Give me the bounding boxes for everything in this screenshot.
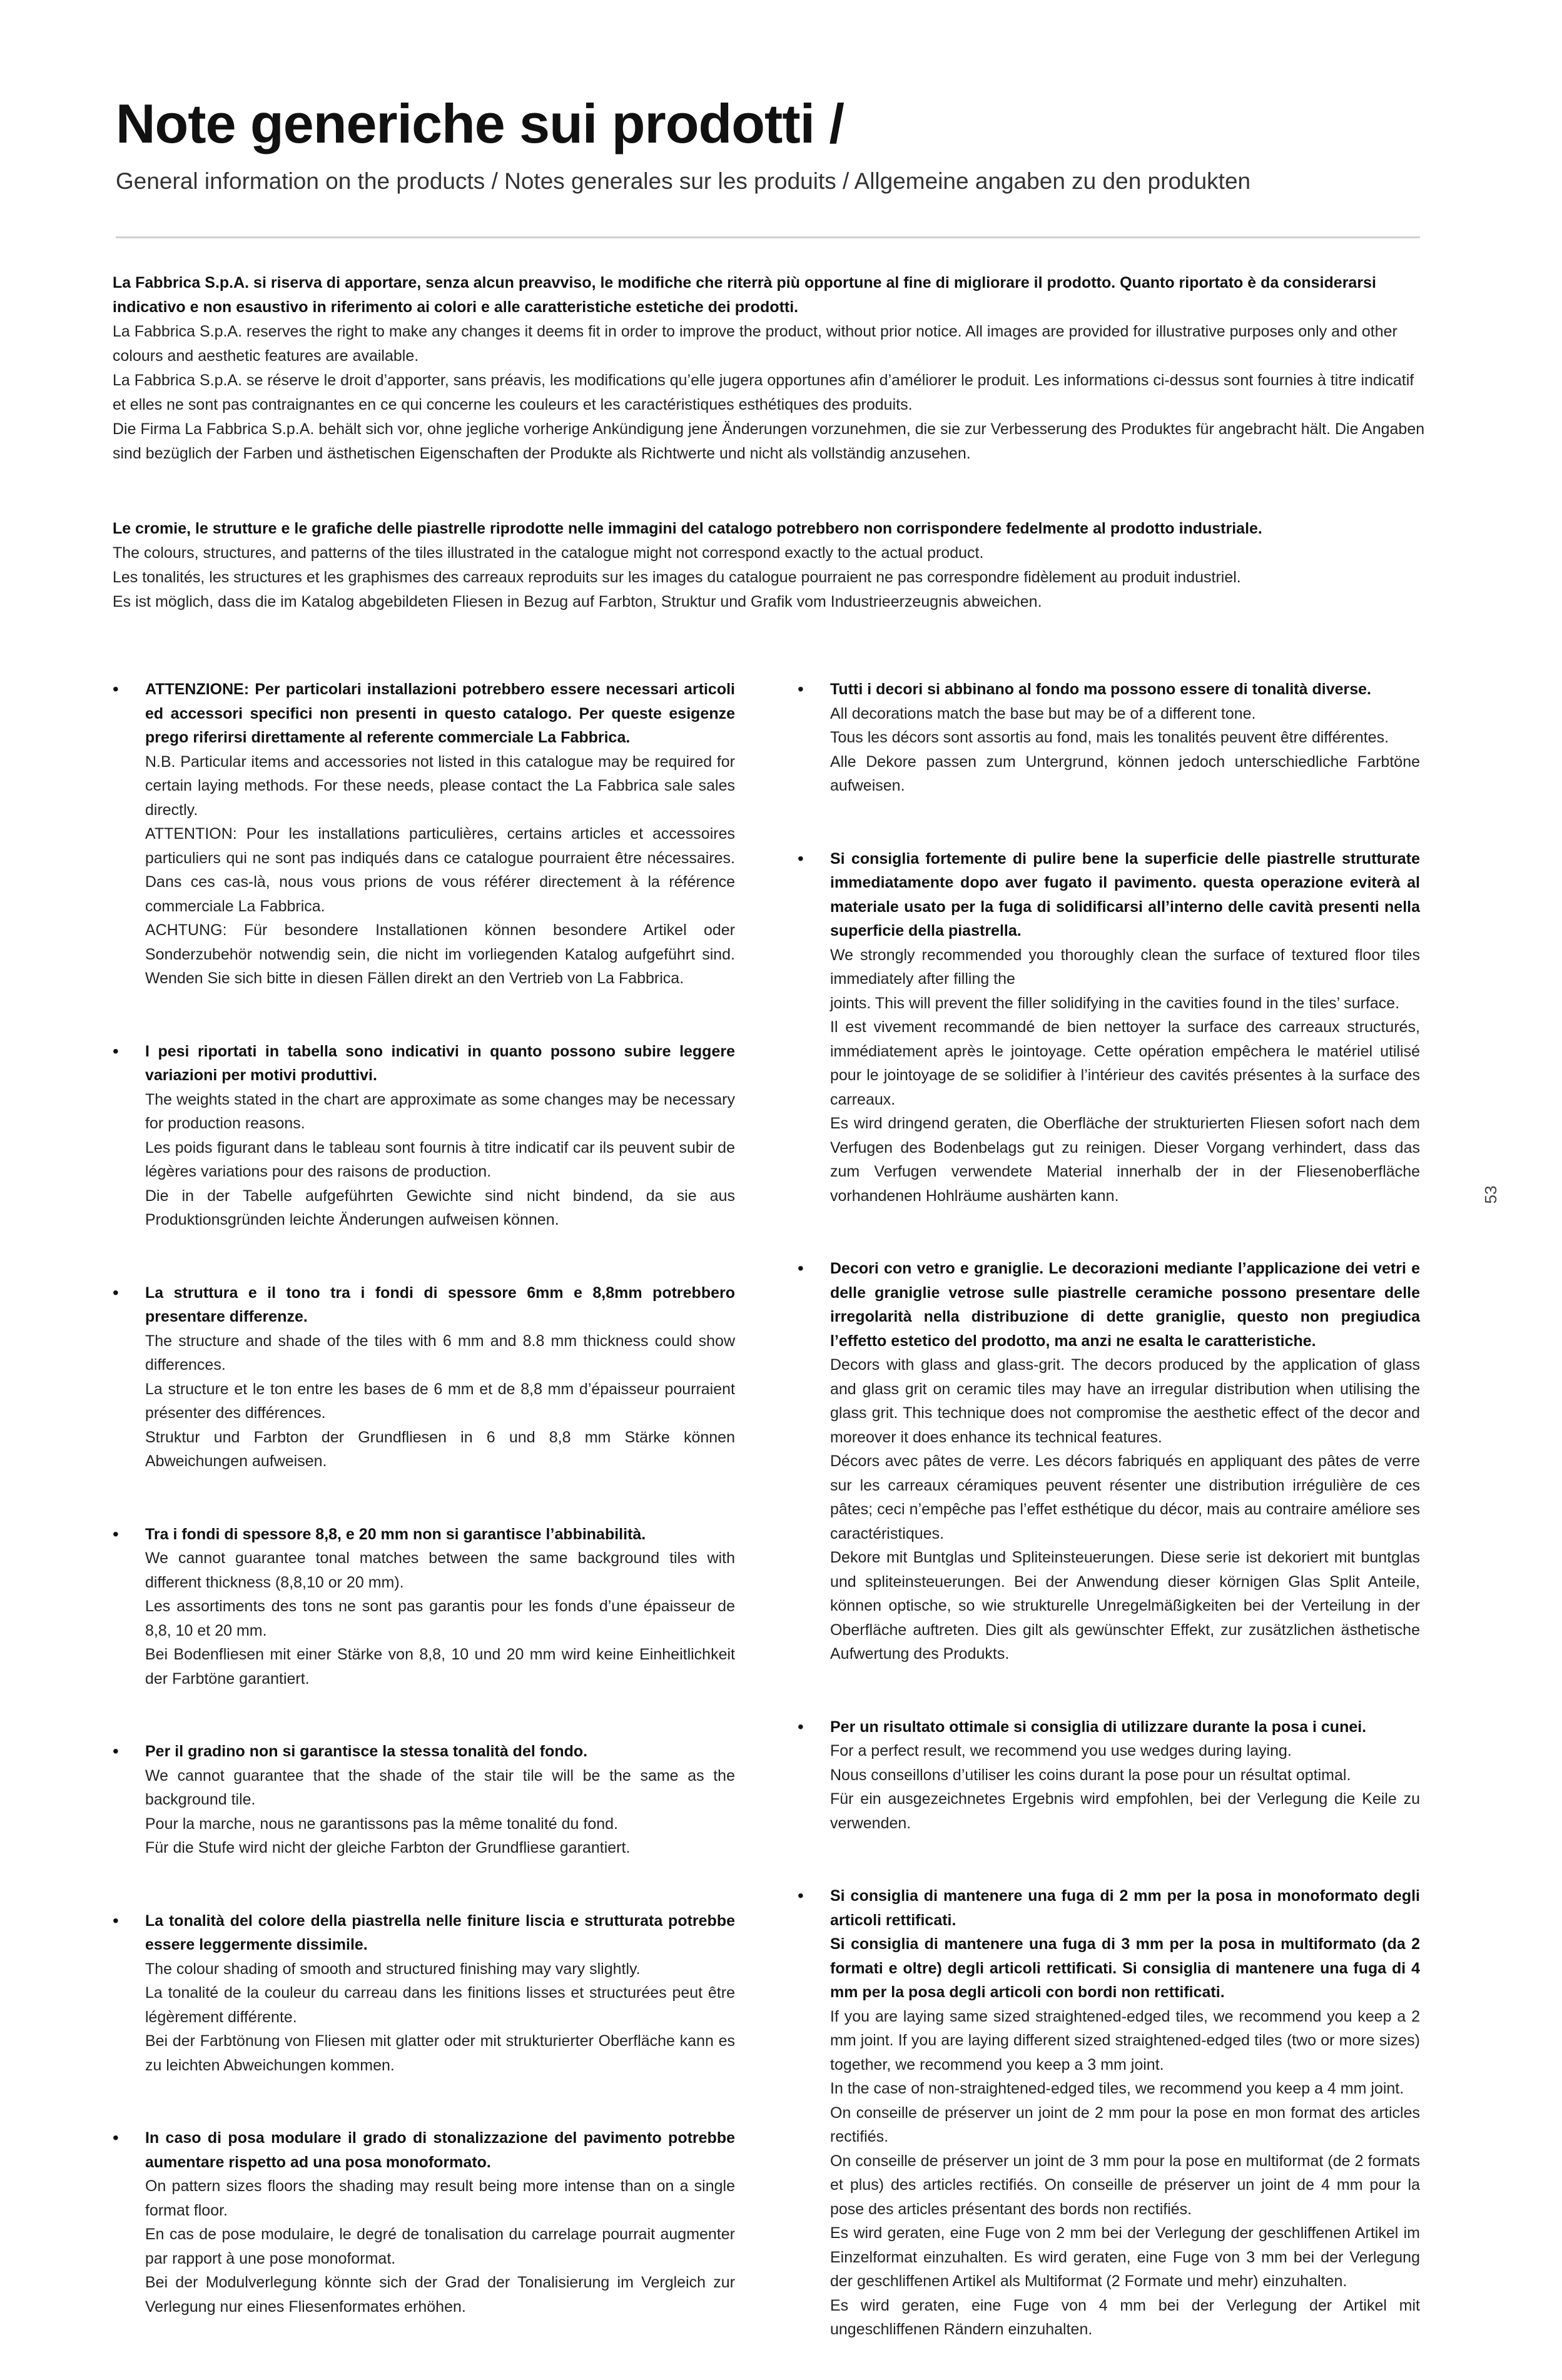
note-item [798, 1715, 1420, 1836]
note-text: Nous conseillons d’utiliser les coins durant la pose pour un résultat optimal. [830, 1766, 1351, 1784]
note-text: Pour la marche, nous ne garantissons pas la même tonalité du fond. [145, 1815, 618, 1833]
note-text: Bei der Modulverlegung könnte sich der Grad der Tonalisierung im Vergleich zur Verlegung nur eines Fliesenformates erhöhen. [145, 2274, 735, 2316]
note-text: The structure and shade of the tiles with 6 mm and 8.8 mm thickness could show differences. [145, 1332, 735, 1374]
note-text: For a perfect result, we recommend you use wedges during laying. [830, 1742, 1292, 1760]
note-item [113, 1281, 735, 1474]
bullet-icon: • [113, 1910, 119, 1930]
colours-de: Es ist möglich, dass die im Katalog abgebildeten Fliesen in Bezug auf Farbton, Struktur und Grafik vom Industrieerzeugnis abweichen. [113, 593, 1042, 610]
note-text: En cas de pose modulaire, le degré de tonalisation du carrelage pourrait augmenter par rapport à une pose monoformat. [145, 2226, 735, 2267]
note-text: La structure et le ton entre les bases de 6 mm et de 8,8 mm d’épaisseur pourraient présenter des différences. [145, 1380, 735, 1422]
note-text: Bei der Farbtönung von Fliesen mit glatter oder mit strukturierter Oberfläche kann es zu leichten Abweichungen kommen. [145, 2032, 735, 2074]
right-column [798, 677, 1420, 2342]
colours-it: Le cromie, le strutture e le grafiche delle piastrelle riprodotte nelle immagini del catalogo potrebbero non corrispondere fedelmente al prodotto industriale. [113, 520, 1262, 537]
note-text: We cannot guarantee that the shade of the stair tile will be the same as the background tile. [145, 1766, 735, 1808]
bullet-icon: • [798, 1258, 804, 1278]
note-item [798, 847, 1420, 1208]
note-text: The colour shading of smooth and structured finishing may vary slightly. [145, 1960, 641, 1978]
note-item [113, 1909, 735, 2078]
note-text: On conseille de préserver un joint de 3 mm pour la pose en multiformat (de 2 formats et plus) des articles rectifiés. On conseille de préserver un joint de 4 mm pour la pose des articles présentant des bords non rectifiés. [830, 2152, 1420, 2218]
note-text: Decors with glass and glass-grit. The decors produced by the application of glass and glass grit on ceramic tiles may have an irregular distribution when utilising the glass grit. This technique does not compromise the aesthetic effect of the decor and moreover it does enhance its technical features. [830, 1356, 1420, 1446]
note-heading: Per un risultato ottimale si consiglia di utilizzare durante la posa i cunei. [830, 1718, 1367, 1736]
note-heading: Si consiglia di mantenere una fuga di 2 mm per la posa in monoformato degli articoli rettificati. [830, 1887, 1420, 1929]
note-text: On pattern sizes floors the shading may result being more intense than on a single format floor. [145, 2177, 735, 2219]
note-item [113, 1739, 735, 1860]
note-text: Es wird geraten, eine Fuge von 2 mm bei der Verlegung der geschliffenen Artikel im Einzelformat einzuhalten. Es wird geraten, eine Fuge von 3 mm bei der Verlegung der geschliffenen Artikel als Multiformat (2 Formate und mehr) einzuhalten. [830, 2224, 1420, 2290]
note-text: ATTENTION: Pour les installations particulières, certains articles et accessoires particuliers qui ne sont pas indiqués dans ce catalogue pourraient être nécessaires. Dans ces cas-là, nous vous prions de vous référer directement à la référence commerciale La Fabbrica. [145, 825, 735, 915]
page-number: 53 [1481, 1185, 1500, 1204]
note-item [798, 1884, 1420, 2342]
note-heading-secondary: Si consiglia di mantenere una fuga di 3 mm per la posa in multiformato (da 2 formati e oltre) degli articoli rettificati. Si consiglia di mantenere una fuga di 4 mm per la posa degli articoli con bordi non rettificati. [830, 1935, 1420, 2001]
intro-disclaimer [113, 271, 1426, 466]
note-text: On conseille de préserver un joint de 2 mm pour la pose en mon format des articles rectifiés. [830, 2104, 1420, 2145]
intro-colours [113, 517, 1426, 614]
intro-it: La Fabbrica S.p.A. si riserva di apportare, senza alcun preavviso, le modifiche che riterrà più opportune al fine di migliorare il prodotto. Quanto riportato è da considerarsi indicativo e non esaustivo in riferimento ai colori e alle caratteristiche estetiche dei prodotti. [113, 274, 1376, 316]
intro-en: La Fabbrica S.p.A. reserves the right to make any changes it deems fit in order to improve the product, without prior notice. All images are provided for illustrative purposes only and other colours and aesthetic features are available. [113, 323, 1397, 365]
note-item [113, 1522, 735, 1691]
note-text: joints. This will prevent the filler solidifying in the cavities found in the tiles’ surface. [830, 994, 1400, 1012]
note-item [113, 1040, 735, 1232]
note-heading: Per il gradino non si garantisce la stessa tonalità del fondo. [145, 1743, 588, 1760]
note-heading: La struttura e il tono tra i fondi di spessore 6mm e 8,8mm potrebbero presentare differenze. [145, 1284, 735, 1325]
note-text: Es wird geraten, eine Fuge von 4 mm bei der Verlegung der Artikel mit ungeschliffenen Rändern einzuhalten. [830, 2296, 1420, 2338]
note-text: Les assortiments des tons ne sont pas garantis pour les fonds d’une épaisseur de 8,8, 10 et 20 mm. [145, 1598, 735, 1639]
note-heading: I pesi riportati in tabella sono indicativi in quanto possono subire leggere variazioni per motivi produttivi. [145, 1042, 735, 1084]
note-text: ACHTUNG: Für besondere Installationen können besondere Artikel oder Sonderzubehör notwendig sein, die nicht im vorliegenden Katalog aufgeführt sind. Wenden Sie sich bitte in diesen Fällen direkt an den Vertrieb von La Fabbrica. [145, 921, 735, 987]
bullet-icon: • [798, 848, 804, 868]
bullet-icon: • [798, 1716, 804, 1736]
bullet-icon: • [113, 1741, 119, 1761]
left-column [113, 677, 735, 2319]
note-heading: In caso di posa modulare il grado di stonalizzazione del pavimento potrebbe aumentare rispetto ad una posa monoformato. [145, 2129, 735, 2171]
note-item [798, 1257, 1420, 1666]
note-text: Struktur und Farbton der Grundfliesen in 6 und 8,8 mm Stärke können Abweichungen aufweisen. [145, 1428, 735, 1470]
note-text: All decorations match the base but may be of a different tone. [830, 704, 1256, 722]
intro-de: Die Firma La Fabbrica S.p.A. behält sich vor, ohne jegliche vorherige Ankündigung jene Änderungen vorzunehmen, die sie zur Verbesserung des Produktes für angebracht hält. Die Angaben sind bezüglich der Farben und ästhetischen Eigenschaften der Produkte als Richtwerte und nicht als vollständig anzusehen. [113, 420, 1425, 462]
note-text: In the case of non-straightened-edged tiles, we recommend you keep a 4 mm joint. [830, 2080, 1404, 2097]
page-title: Note generiche sui prodotti / [116, 93, 844, 154]
note-text: Für ein ausgezeichnetes Ergebnis wird empfohlen, bei der Verlegung die Keile zu verwenden. [830, 1790, 1420, 1832]
header-divider [116, 236, 1420, 238]
note-text: We cannot guarantee tonal matches between the same background tiles with different thickness (8,8,10 or 20 mm). [145, 1549, 735, 1591]
note-text: Für die Stufe wird nicht der gleiche Farbton der Grundfliese garantiert. [145, 1839, 631, 1856]
note-text: The weights stated in the chart are approximate as some changes may be necessary for production reasons. [145, 1090, 735, 1132]
note-text: Bei Bodenfliesen mit einer Stärke von 8,8, 10 und 20 mm wird keine Einheitlichkeit der Farbtöne garantiert. [145, 1646, 735, 1688]
note-text: Dekore mit Buntglas und Spliteinsteuerungen. Diese serie ist dekoriert mit buntglas und spliteinsteuerungen. Bei der Anwendung dieser körnigen Glas Split Anteile, können optische, so wie strukturelle Unregelmäßigkeiten bei der Verteilung in der Oberfläche auftreten. Dies gilt als gewünschter Effekt, zur zusätzlichen ästhetische Aufwertung des Produkts. [830, 1549, 1420, 1663]
note-heading: Si consiglia fortemente di pulire bene la superficie delle piastrelle strutturate immediatamente dopo aver fugato il pavimento. questa operazione eviterà al materiale usato per la fuga di solidificarsi all’interno delle cavità presenti nella superficie della piastrella. [830, 849, 1420, 939]
bullet-icon: • [113, 2128, 119, 2147]
note-item [798, 677, 1420, 798]
bullet-icon: • [113, 1524, 119, 1544]
bullet-icon: • [113, 1041, 119, 1061]
note-text: N.B. Particular items and accessories not listed in this catalogue may be required for certain laying methods. For these needs, please contact the La Fabbrica sale sales directly. [145, 752, 735, 819]
note-heading: La tonalità del colore della piastrella nelle finiture liscia e strutturata potrebbe essere leggermente dissimile. [145, 1912, 735, 1953]
note-heading: Tra i fondi di spessore 8,8, e 20 mm non si garantisce l’abbinabilità. [145, 1525, 646, 1543]
bullet-icon: • [798, 1886, 804, 1905]
note-text: We strongly recommended you thoroughly clean the surface of textured floor tiles immediately after filling the [830, 946, 1420, 988]
note-heading: ATTENZIONE: Per particolari installazioni potrebbero essere necessari articoli ed accessori specifici non presenti in questo catalogo. Per queste esigenze prego riferirsi direttamente al referente commerciale La Fabbrica. [145, 681, 735, 746]
colours-en: The colours, structures, and patterns of the tiles illustrated in the catalogue might not correspond exactly to the actual product. [113, 544, 984, 562]
note-item [113, 677, 735, 991]
note-heading: Decori con vetro e graniglie. Le decorazioni mediante l’applicazione dei vetri e delle graniglie vetrose sulle piastrelle ceramiche possono presentare delle irregolarità nella distribuzione di dette graniglie, questo non pregiudica l’effetto estetico del prodotto, ma anzi ne esalta le caratteristiche. [830, 1260, 1420, 1350]
bullet-icon: • [113, 1282, 119, 1302]
intro-fr: La Fabbrica S.p.A. se réserve le droit d’apporter, sans préavis, les modifications qu’elle jugera opportunes afin d’améliorer le produit. Les informations ci-dessus sont fournies à titre indicatif et elles ne sont pas contraignantes en ce qui concerne les couleurs et les caractéristiques esthétiques des produits. [113, 372, 1414, 413]
note-text: Les poids figurant dans le tableau sont fournis à titre indicatif car ils peuvent subir de légères variations pour des raisons de production. [145, 1138, 735, 1180]
bullet-icon: • [113, 679, 119, 699]
note-heading: Tutti i decori si abbinano al fondo ma possono essere di tonalità diverse. [830, 681, 1371, 698]
bullet-icon: • [798, 679, 804, 699]
note-text: Es wird dringend geraten, die Oberfläche der strukturierten Fliesen sofort nach dem Verfugen des Bodenbelags gut zu reinigen. Dieser Vorgang verhindert, dass das zum Verfugen verwendete Material innerhalb der in der Fliesenoberfläche vorhandenen Hohlräume aushärten kann. [830, 1115, 1420, 1205]
note-item [113, 2126, 735, 2319]
colours-fr: Les tonalités, les structures et les graphismes des carreaux reproduits sur les images du catalogue pourraient ne pas correspondre fidèlement au produit industriel. [113, 569, 1241, 586]
note-text: Alle Dekore passen zum Untergrund, können jedoch unterschiedliche Farbtöne aufweisen. [830, 752, 1420, 794]
page-subtitle: General information on the products / Notes generales sur les produits / Allgemeine angaben zu den produkten [116, 168, 1251, 194]
note-text: Décors avec pâtes de verre. Les décors fabriqués en appliquant des pâtes de verre sur les carreaux céramiques peuvent résenter une distribution irrégulière de ces pâtes; ceci n’empêche pas l’effet esthétique du décor, mais au contraire améliore ses caractéristiques. [830, 1452, 1420, 1542]
note-text: Die in der Tabelle aufgeführten Gewichte sind nicht bindend, da sie aus Produktionsgründen leichte Änderungen aufweisen können. [145, 1187, 735, 1228]
note-text: La tonalité de la couleur du carreau dans les finitions lisses et structurées peut être légèrement différente. [145, 1984, 735, 2026]
note-text: If you are laying same sized straightened-edged tiles, we recommend you keep a 2 mm joint. If you are laying different sized straightened-edged tiles (two or more sizes) together, we recommend you keep a 3 mm joint. [830, 2007, 1420, 2074]
note-text: Il est vivement recommandé de bien nettoyer la surface des carreaux structurés, immédiatement après le jointoyage. Cette opération empêchera le matériel utilisé pour le jointoyage de se solidifier à l’intérieur des cavités présentes à la surface des carreaux. [830, 1018, 1420, 1108]
note-text: Tous les décors sont assortis au fond, mais les tonalités peuvent être différentes. [830, 729, 1389, 746]
